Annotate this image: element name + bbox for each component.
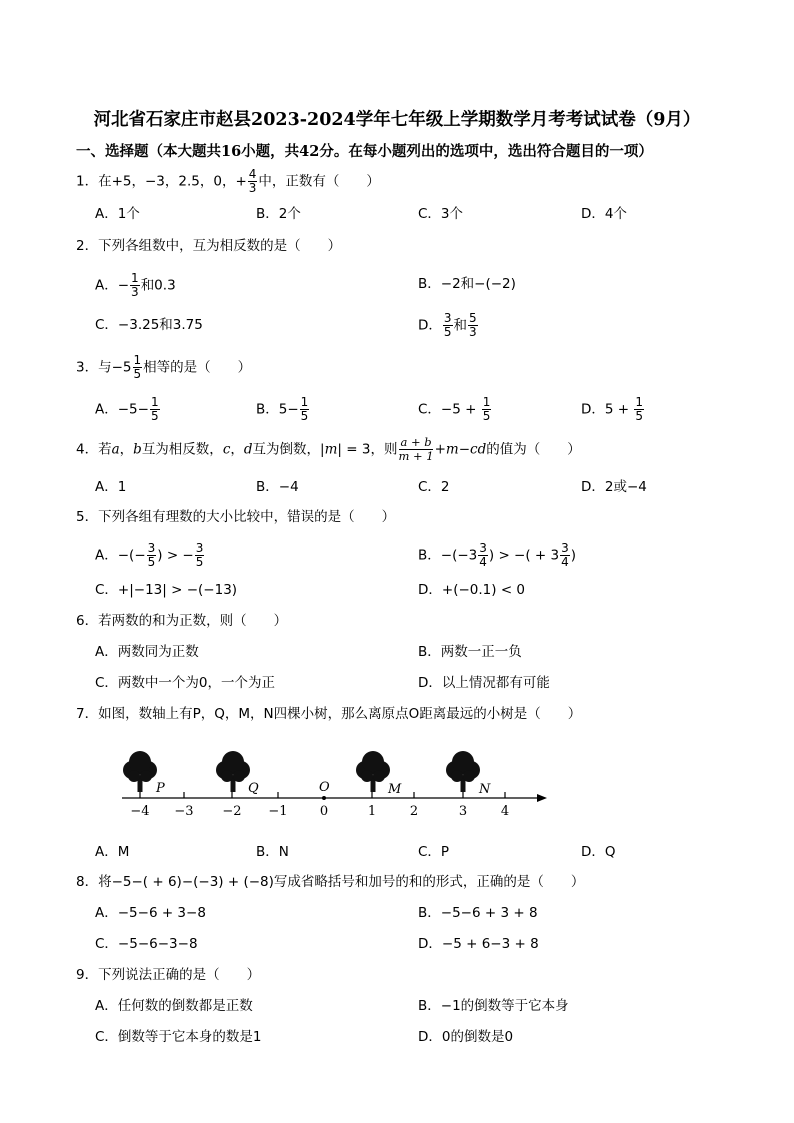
q6-option-a[interactable]: A．两数同为正数: [95, 644, 199, 660]
tick-label: −2: [222, 804, 242, 819]
q1-stem: 1．在+5，−3，2.5，0，+: [76, 173, 247, 190]
question-2: 2．下列各组数中，互为相反数的是（ ）: [76, 238, 342, 254]
q1-option-b[interactable]: B．2个: [256, 206, 301, 222]
label-p: P: [156, 781, 165, 796]
question-4: 4．若a，b互为相反数，c，d互为倒数，|m| = 3，则 $\frac{a + b}{m + 1}$ +m−cd的值为（ ）: [76, 435, 581, 463]
q1-option-a[interactable]: A．1个: [95, 206, 140, 222]
label-m: M: [388, 782, 402, 797]
q4-option-d[interactable]: D．2或−4: [581, 479, 647, 495]
label-q: Q: [248, 781, 259, 796]
q4-option-a[interactable]: A．1: [95, 479, 127, 495]
q9-option-b[interactable]: B．−1的倒数等于它本身: [418, 998, 569, 1014]
q5-option-c[interactable]: C．+|−13| > −(−13): [95, 582, 238, 598]
q3-option-b[interactable]: B．5− $\frac{1}{5}$: [256, 395, 309, 423]
question-1: [76, 168, 380, 195]
q9-option-a[interactable]: A．任何数的倒数都是正数: [95, 998, 253, 1014]
tick-label: 4: [500, 804, 510, 819]
tick-label: 0: [319, 804, 329, 819]
question-8: 8．将−5−( + 6)−(−3) + (−8)写成省略括号和加号的和的形式，正确的是（ ）: [76, 874, 585, 890]
tree-m-icon: [356, 751, 390, 792]
q3-option-d[interactable]: D．5 + $\frac{1}{5}$: [581, 395, 644, 423]
q7-option-a[interactable]: A．M: [95, 844, 130, 860]
tick-label: 1: [367, 804, 377, 819]
q2-option-b[interactable]: B．−2和−(−2): [418, 276, 516, 292]
q2-option-c[interactable]: C．−3.25和3.75: [95, 317, 203, 333]
q3-option-a[interactable]: A．−5− $\frac{1}{5}$: [95, 395, 159, 423]
page-title: 河北省石家庄市赵县2023-2024学年七年级上学期数学月考考试试卷（9月）: [93, 110, 701, 130]
origin-point: [322, 796, 326, 800]
tick-label: 2: [409, 804, 419, 819]
q9-option-c[interactable]: C．倒数等于它本身的数是1: [95, 1029, 262, 1045]
axis-arrow: [537, 794, 547, 802]
q2-option-d[interactable]: D． $\frac{3}{5}$ 和 $\frac{5}{3}$: [418, 311, 477, 339]
tick-label: 3: [458, 804, 468, 819]
q4-option-c[interactable]: C．2: [418, 479, 450, 495]
q7-option-c[interactable]: C．P: [418, 844, 450, 860]
q7-option-d[interactable]: D．Q: [581, 844, 616, 860]
section-heading: 一、选择题（本大题共16小题，共42分。在每小题列出的选项中，选出符合题目的一项）: [76, 143, 653, 160]
q6-option-b[interactable]: B．两数一正一负: [418, 644, 522, 660]
tree-n-icon: [446, 751, 480, 792]
number-line-figure: [100, 745, 560, 825]
q5-option-d[interactable]: D．+(−0.1) < 0: [418, 582, 526, 598]
q4-option-b[interactable]: B．−4: [256, 479, 299, 495]
label-n: N: [479, 782, 491, 797]
q8-option-d[interactable]: D．−5 + 6−3 + 8: [418, 936, 539, 952]
q1-fraction: $\frac{4}{3}$: [248, 167, 257, 195]
q9-option-d[interactable]: D．0的倒数是0: [418, 1029, 514, 1045]
question-7: 7．如图，数轴上有P，Q，M，N四棵小树，那么离原点O距离最远的小树是（ ）: [76, 706, 582, 722]
q3-option-c[interactable]: C．−5 + $\frac{1}{5}$: [418, 395, 491, 423]
q8-option-c[interactable]: C．−5−6−3−8: [95, 936, 198, 952]
question-6: 6．若两数的和为正数，则（ ）: [76, 613, 288, 629]
tick-label: −1: [268, 804, 288, 819]
q8-option-b[interactable]: B．−5−6 + 3 + 8: [418, 905, 538, 921]
q2-option-a[interactable]: A．− $\frac{1}{3}$ 和0.3: [95, 271, 176, 299]
q7-option-b[interactable]: B．N: [256, 844, 289, 860]
question-3: 3．与−5 $\frac{1}{5}$ 相等的是（ ）: [76, 353, 252, 381]
label-o: O: [319, 780, 330, 795]
tick-label: −4: [130, 804, 150, 819]
tree-p-icon: [123, 751, 157, 792]
q5-option-a[interactable]: A．−(− $\frac{3}{5}$ ) > − $\frac{3}{5}$: [95, 541, 204, 569]
q8-option-a[interactable]: A．−5−6 + 3−8: [95, 905, 206, 921]
q1-option-d[interactable]: D．4个: [581, 206, 627, 222]
q6-option-c[interactable]: C．两数中一个为0，一个为正: [95, 675, 276, 691]
q1-option-c[interactable]: C．3个: [418, 206, 464, 222]
question-9: 9．下列说法正确的是（ ）: [76, 967, 261, 983]
tree-q-icon: [216, 751, 250, 792]
q1-stem-end: 中，正数有（ ）: [258, 173, 380, 190]
tick-label: −3: [174, 804, 194, 819]
question-5: 5．下列各组有理数的大小比较中，错误的是（ ）: [76, 509, 396, 525]
q6-option-d[interactable]: D．以上情况都有可能: [418, 675, 550, 691]
q5-option-b[interactable]: B．−(−3 $\frac{3}{4}$ ) > −( + 3 $\frac{3}{4}$ ): [418, 541, 577, 569]
